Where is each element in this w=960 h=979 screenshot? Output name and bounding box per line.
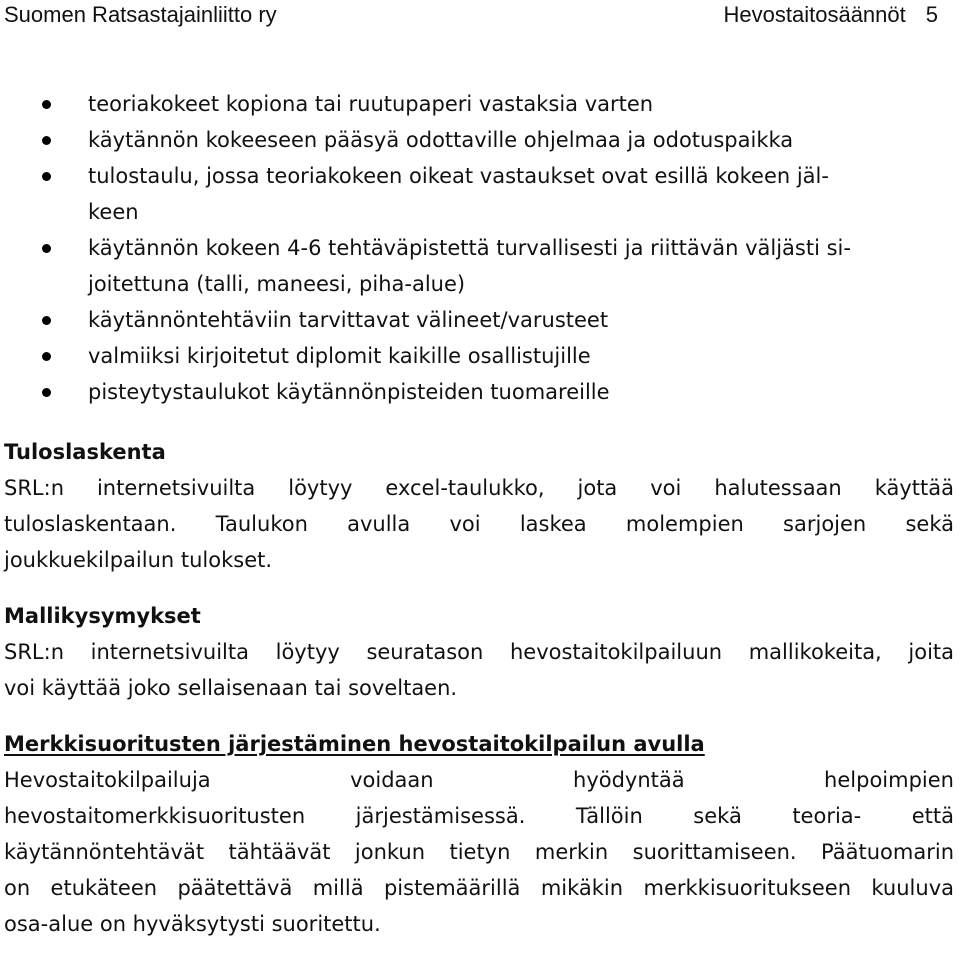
paragraph-line: tuloslaskentaan. Taulukon avulla voi laskea molempien sarjojen sekä xyxy=(4,512,954,536)
list-item-text-continued: joitettuna (talli, maneesi, piha-alue) xyxy=(88,272,466,296)
list-item-text: käytännön kokeen 4-6 tehtäväpistettä turvallisesti ja riittävän väljästi si- xyxy=(88,236,851,260)
list-item xyxy=(4,230,954,302)
list-item-text: käytännön kokeeseen pääsyä odottaville ohjelmaa ja odotuspaikka xyxy=(88,128,794,152)
list-item xyxy=(4,302,954,338)
paragraph-line: osa-alue on hyväksytysti suoritettu. xyxy=(4,912,381,936)
bullet-icon xyxy=(42,100,51,109)
paragraph-line: SRL:n internetsivuilta löytyy excel-taulukko, jota voi halutessaan käyttää xyxy=(4,476,954,500)
page-number: 5 xyxy=(925,2,938,27)
list-item-text: käytännöntehtäviin tarvittavat välineet/varusteet xyxy=(88,308,609,332)
section-mallikysymykset xyxy=(4,598,954,706)
section-heading: Tuloslaskenta xyxy=(4,440,166,464)
organization-name: Suomen Ratsastajainliitto ry xyxy=(4,2,277,27)
bullet-icon xyxy=(42,352,51,361)
page-header xyxy=(0,0,960,40)
section-tuloslaskenta xyxy=(4,434,954,578)
page-body xyxy=(4,86,954,942)
section-merkkisuoritukset xyxy=(4,726,954,942)
list-item xyxy=(4,338,954,374)
paragraph-line: on etukäteen päätettävä millä pistemäärillä mikäkin merkkisuoritukseen kuuluva xyxy=(4,876,954,900)
bullet-icon xyxy=(42,172,51,181)
list-item-text: valmiiksi kirjoitetut diplomit kaikille osallistujille xyxy=(88,344,591,368)
section-heading: Mallikysymykset xyxy=(4,604,201,628)
section-heading: Merkkisuoritusten järjestäminen hevostaitokilpailun avulla xyxy=(4,732,705,756)
list-item-text: tulostaulu, jossa teoriakokeen oikeat vastaukset ovat esillä kokeen jäl- xyxy=(88,164,829,188)
bullet-icon xyxy=(42,316,51,325)
list-item xyxy=(4,86,954,122)
header-right xyxy=(724,2,938,28)
list-item-text-continued: keen xyxy=(88,200,139,224)
list-item-text: pisteytystaulukot käytännönpisteiden tuomareille xyxy=(88,380,610,404)
list-item-text: teoriakokeet kopiona tai ruutupaperi vastaksia varten xyxy=(88,92,654,116)
paragraph-line: Hevostaitokilpailuja voidaan hyödyntää helpoimpien xyxy=(4,768,954,792)
list-item xyxy=(4,122,954,158)
list-item xyxy=(4,374,954,410)
document-title: Hevostaitosäännöt xyxy=(723,2,906,27)
requirements-list xyxy=(4,86,954,410)
paragraph-line: voi käyttää joko sellaisenaan tai soveltaen. xyxy=(4,676,458,700)
bullet-icon xyxy=(42,136,51,145)
paragraph-line: joukkuekilpailun tulokset. xyxy=(4,548,273,572)
bullet-icon xyxy=(42,388,51,397)
bullet-icon xyxy=(42,244,51,253)
paragraph-line: hevostaitomerkkisuoritusten järjestämisessä. Tällöin sekä teoria- että xyxy=(4,804,954,828)
paragraph-line: käytännöntehtävät tähtäävät jonkun tietyn merkin suorittamiseen. Päätuomarin xyxy=(4,840,954,864)
list-item xyxy=(4,158,954,230)
paragraph-line: SRL:n internetsivuilta löytyy seuratason hevostaitokilpailuun mallikokeita, joita xyxy=(4,640,954,664)
